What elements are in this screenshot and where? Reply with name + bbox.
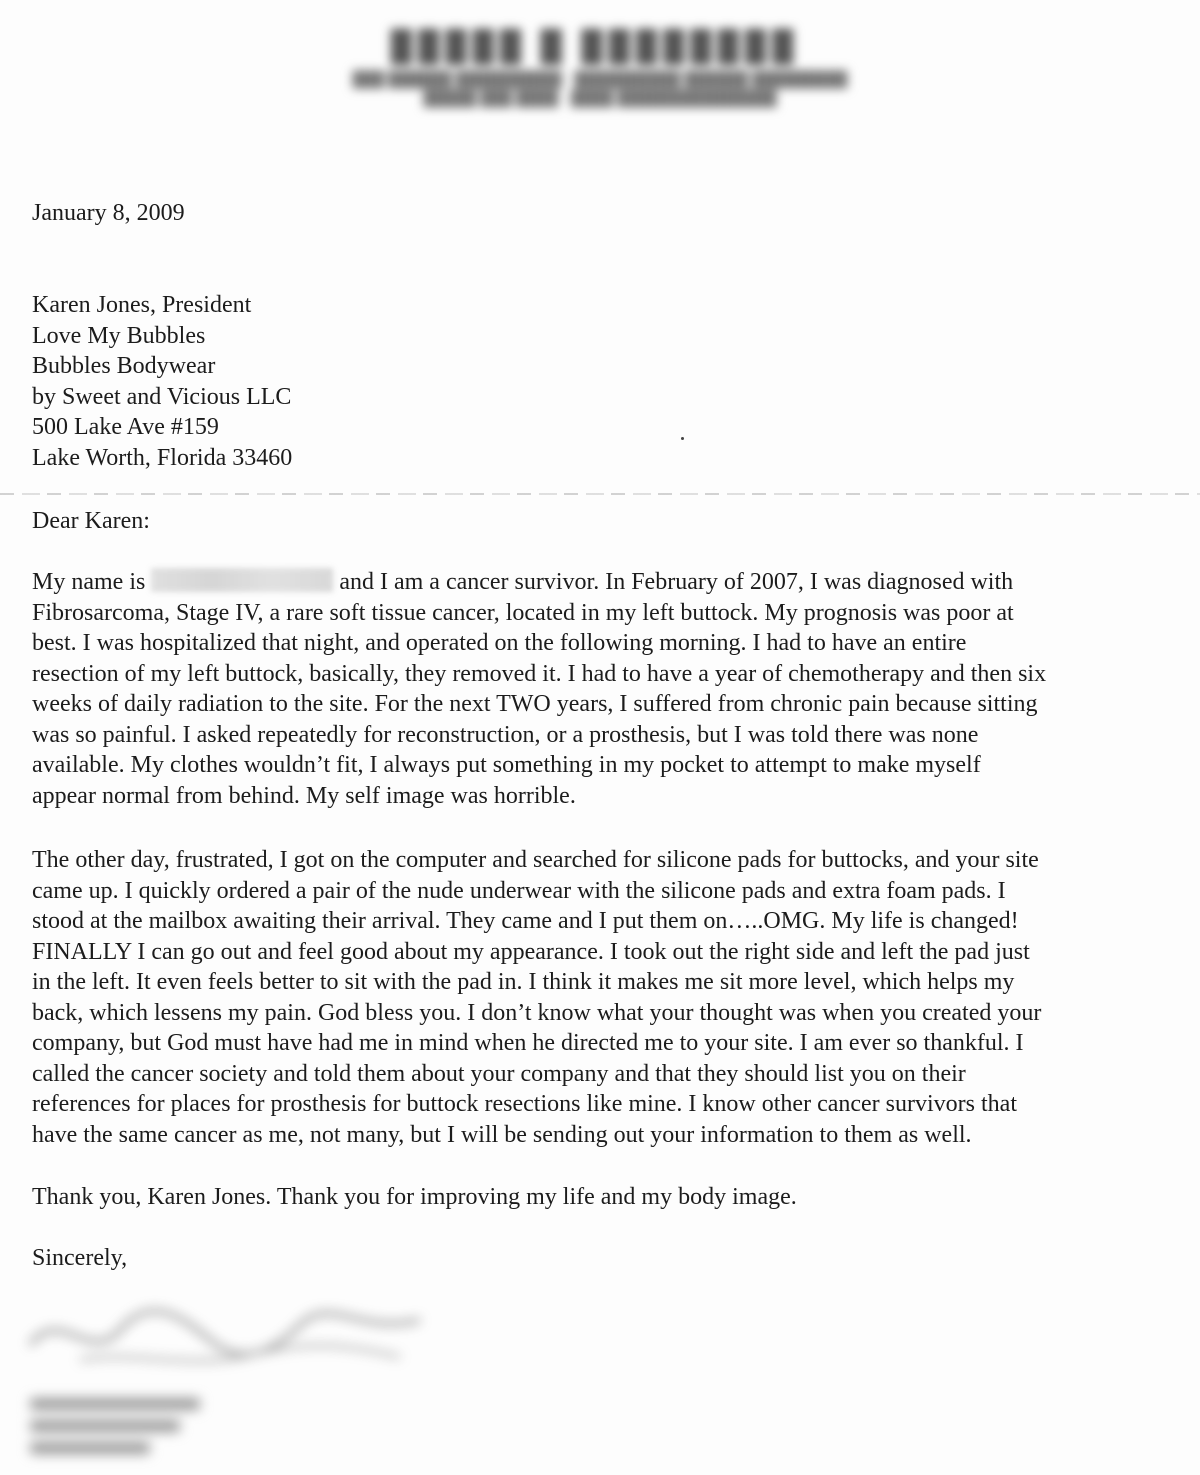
paragraph-line: was so painful. I asked repeatedly for reconstruction, or a prosthesis, but I was told there was none <box>32 721 979 748</box>
redacted-typed-name <box>30 1398 200 1464</box>
paragraph-line: called the cancer society and told them about your company and that they should list you on their <box>32 1060 966 1087</box>
paragraph-line: best. I was hospitalized that night, and operated on the following morning. I had to have an entire <box>32 630 967 656</box>
recipient-line: 500 Lake Ave #159 <box>32 414 219 440</box>
paragraph-text: and I am a cancer survivor. In February of 2007, I was diagnosed with <box>339 569 1014 595</box>
redacted-bar <box>30 1398 200 1410</box>
paragraph-line: have the same cancer as me, not many, but I will be sending out your information to them as well. <box>32 1121 972 1148</box>
paragraph-line: The other day, frustrated, I got on the computer and searched for silicone pads for buttocks, and your site <box>32 847 1039 873</box>
paragraph-line: weeks of daily radiation to the site. For the next TWO years, I suffered from chronic pain because sitting <box>32 691 1038 717</box>
paragraph-line: appear normal from behind. My self image was horrible. <box>32 782 576 809</box>
thanks-line: Thank you, Karen Jones. Thank you for improving my life and my body image. <box>32 1184 797 1210</box>
recipient-line: Karen Jones, President <box>32 292 252 318</box>
redacted-signature <box>20 1285 440 1385</box>
closing: Sincerely, <box>32 1245 128 1271</box>
paragraph-line: Fibrosarcoma, Stage IV, a rare soft tissue cancer, located in my left buttock. My prognosis was poor at <box>32 599 1014 626</box>
paragraph-line: FINALLY I can go out and feel good about my appearance. I took out the right side and left the pad just <box>32 938 1030 965</box>
recipient-address <box>32 290 292 473</box>
paper-speck <box>681 437 684 440</box>
paragraph-line: came up. I quickly ordered a pair of the nude underwear with the silicone pads and extra foam pads. I <box>32 877 1006 904</box>
paragraph-2 <box>32 845 1041 1150</box>
paragraph-line: company, but God must have had me in mind when he directed me to your site. I am ever so thankful. I <box>32 1030 1024 1056</box>
paragraph-line: references for places for prosthesis for buttock resections like mine. I know other cancer survivors that <box>32 1091 1017 1117</box>
recipient-line: by Sweet and Vicious LLC <box>32 383 292 410</box>
recipient-line: Lake Worth, Florida 33460 <box>32 444 293 471</box>
letterhead-name-redacted: █████ █ ████████ <box>390 30 800 63</box>
paragraph-line: back, which lessens my pain. God bless you. I don’t know what your thought was when you created your <box>32 999 1042 1026</box>
paragraph-line: in the left. It even feels better to sit with the pad in. I think it makes me sit more level, which helps my <box>32 969 1015 995</box>
recipient-line: Bubbles Bodywear <box>32 353 216 379</box>
paragraph-line: resection of my left buttock, basically, they removed it. I had to have a year of chemotherapy and then six <box>32 660 1047 687</box>
redacted-name <box>151 568 333 592</box>
recipient-line: Love My Bubbles <box>32 322 206 349</box>
redacted-bar <box>30 1420 180 1432</box>
paragraph-1 <box>32 567 1046 811</box>
redacted-bar <box>30 1442 150 1454</box>
paragraph-line <box>32 567 1046 598</box>
paragraph-text: My name is <box>32 569 146 595</box>
letterhead-contact-redacted: █████ ███ ████ · ████ ███████████████ <box>423 91 777 107</box>
blurred-letterhead <box>0 30 1200 108</box>
letterhead-address-redacted: ███ ██████ ██████████ · ██████████ ██████ █████████ <box>352 72 848 88</box>
letter-date: January 8, 2009 <box>32 200 185 226</box>
paper-fold-line <box>0 493 1200 495</box>
paragraph-line: stood at the mailbox awaiting their arrival. They came and I put them on…..OMG. My life is changed! <box>32 908 1019 934</box>
paragraph-line: available. My clothes wouldn’t fit, I always put something in my pocket to attempt to make myself <box>32 752 981 778</box>
salutation: Dear Karen: <box>32 508 150 534</box>
